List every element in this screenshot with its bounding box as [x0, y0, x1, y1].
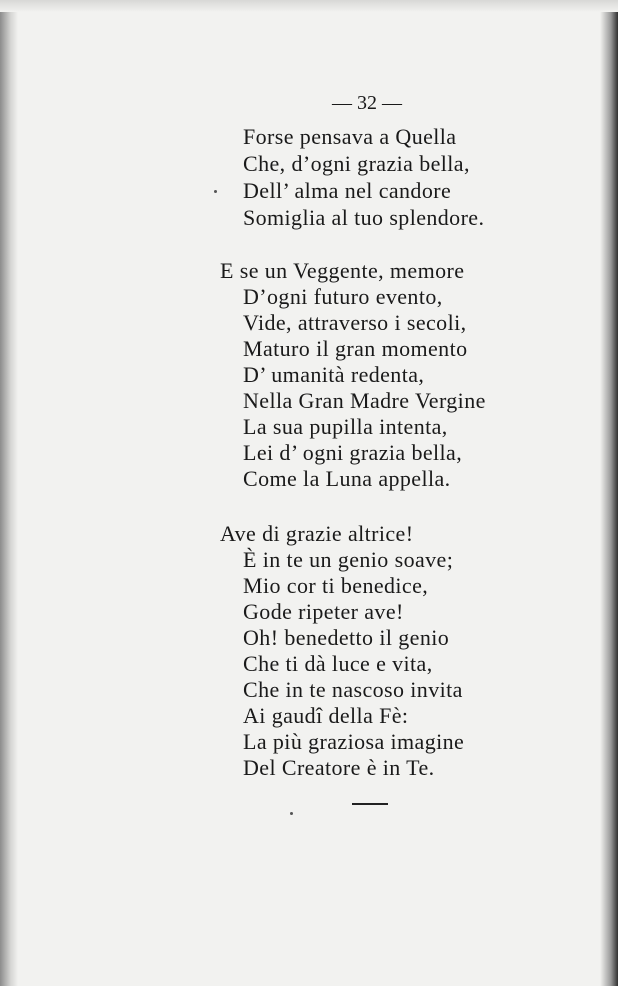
verse-line: La più graziosa imagine: [243, 729, 465, 754]
verse-line: Oh! benedetto il genio: [243, 625, 450, 650]
verse-line: Ave di grazie altrice!: [220, 521, 414, 546]
verse-line: D’ogni futuro evento,: [243, 284, 443, 309]
page-top-shading: [0, 0, 618, 12]
verse-line: Maturo il gran momento: [243, 336, 468, 361]
verse-line: È in te un genio soave;: [243, 547, 454, 572]
verse-line: E se un Veggente, memore: [220, 258, 465, 283]
verse-line: Forse pensava a Quella: [243, 124, 457, 149]
verse-line: D’ umanità redenta,: [243, 362, 425, 387]
page-number: — 32 —: [332, 92, 402, 114]
verse-line: Che in te nascoso invita: [243, 677, 463, 702]
verse-line: Del Creatore è in Te.: [243, 755, 435, 780]
verse-line: Ai gaudî della Fè:: [243, 703, 409, 728]
ink-speck: [214, 190, 217, 193]
verse-line: La sua pupilla intenta,: [243, 414, 448, 439]
verse-line: Gode ripeter ave!: [243, 599, 404, 624]
verse-line: Dell’ alma nel candore: [243, 178, 452, 203]
verse-line: Che, d’ogni grazia bella,: [243, 151, 470, 176]
verse-line: Vide, attraverso i secoli,: [243, 310, 467, 335]
verse-line: Come la Luna appella.: [243, 466, 451, 491]
page-edge-shadow: [600, 0, 618, 986]
verse-line: Lei d’ ogni grazia bella,: [243, 440, 463, 465]
verse-line: Nella Gran Madre Vergine: [243, 388, 486, 413]
verse-line: Che ti dà luce e vita,: [243, 651, 433, 676]
page-gutter-shadow: [0, 0, 18, 986]
verse-line: Somiglia al tuo splendore.: [243, 205, 485, 230]
ink-speck: [290, 812, 293, 815]
verse-line: Mio cor ti benedice,: [243, 573, 429, 598]
closing-rule: [352, 803, 388, 805]
